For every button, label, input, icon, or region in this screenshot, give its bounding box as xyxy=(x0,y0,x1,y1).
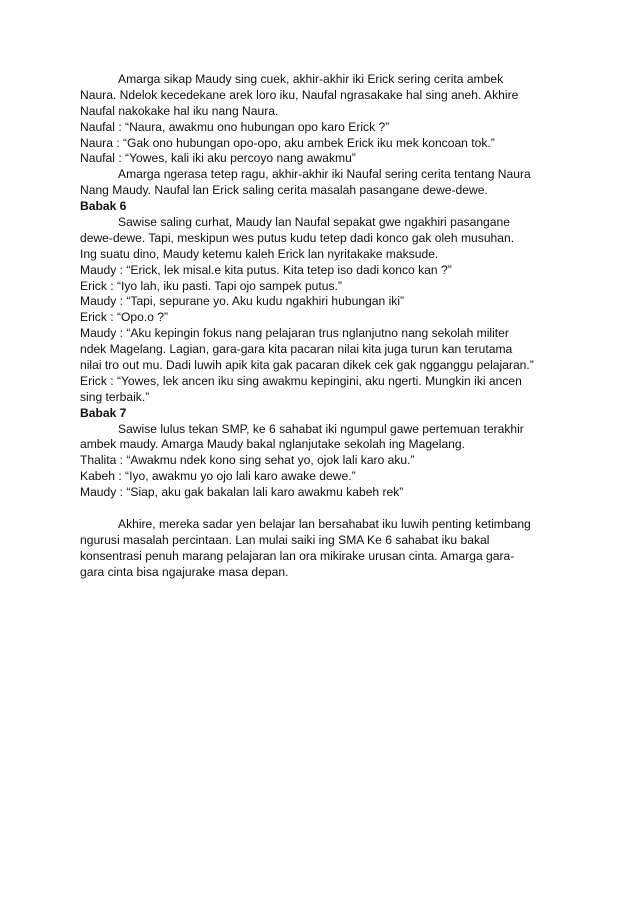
dialogue-line: ndek Magelang. Lagian, gara-gara kita pacaran nilai kita juga turun kan terutama xyxy=(80,342,513,357)
dialogue-line: sing terbaik.” xyxy=(80,389,150,404)
paragraph-spacer xyxy=(80,501,562,517)
dialogue-line: nilai tro out mu. Dadi luwih apik kita gak pacaran dikek cek gak ngganggu pelajaran.” xyxy=(80,358,534,373)
paragraph-line: Amarga sikap Maudy sing cuek, akhir-akhir iki Erick sering cerita ambek xyxy=(118,72,504,86)
section-heading: Babak 6 xyxy=(80,199,127,214)
paragraph-line: gara cinta bisa ngajurake masa depan. xyxy=(80,564,289,579)
dialogue-line: Thalita : “Awakmu ndek kono sing sehat yo, ojok lali karo aku.” xyxy=(80,453,415,468)
section-heading: Babak 7 xyxy=(80,405,127,420)
dialogue-line: Maudy : “Tapi, sepurane yo. Aku kudu ngakhiri hubungan iki” xyxy=(80,294,405,309)
paragraph-line: dewe-dewe. Tapi, meskipun wes putus kudu tetep dadi konco gak oleh musuhan. xyxy=(80,230,515,245)
dialogue-line: Erick : “Yowes, lek ancen iku sing awakmu kepingini, aku ngerti. Mungkin iki ancen xyxy=(80,373,522,388)
dialogue-line: Erick : “Opo.o ?” xyxy=(80,310,169,325)
dialogue-line: Naufal : “Naura, awakmu ono hubungan opo karo Erick ?” xyxy=(80,119,390,134)
paragraph-line: Amarga ngerasa tetep ragu, akhir-akhir iki Naufal sering cerita tentang Naura xyxy=(118,167,531,182)
dialogue-line: Kabeh : “Iyo, awakmu yo ojo lali karo awake dewe.” xyxy=(80,469,356,484)
dialogue-line: Maudy : “Erick, lek misal.e kita putus. Kita tetep iso dadi konco kan ?” xyxy=(80,262,452,277)
document-page xyxy=(80,72,562,581)
paragraph-line: ambek maudy. Amarga Maudy bakal nglanjutake sekolah ing Magelang. xyxy=(80,437,465,452)
paragraph-line: Sawise lulus tekan SMP, ke 6 sahabat iki ngumpul gawe pertemuan terakhir xyxy=(118,421,524,436)
dialogue-line: Erick : “Iyo lah, iku pasti. Tapi ojo sampek putus.” xyxy=(80,278,342,293)
paragraph-line: Akhire, mereka sadar yen belajar lan bersahabat iku luwih penting ketimbang xyxy=(118,516,531,531)
dialogue-line: Maudy : “Siap, aku gak bakalan lali karo awakmu kabeh rek” xyxy=(80,485,404,500)
paragraph-line: Naufal nakokake hal iku nang Naura. xyxy=(80,103,279,118)
paragraph-line: Sawise saling curhat, Maudy lan Naufal sepakat gwe ngakhiri pasangane xyxy=(118,215,510,230)
paragraph-line: Nang Maudy. Naufal lan Erick saling cerita masalah pasangane dewe-dewe. xyxy=(80,183,488,198)
dialogue-line: Maudy : “Aku kepingin fokus nang pelajaran trus nglanjutno nang sekolah militer xyxy=(80,326,509,341)
paragraph-line: Ing suatu dino, Maudy ketemu kaleh Erick lan nyritakake maksude. xyxy=(80,246,439,261)
dialogue-line: Naura : “Gak ono hubungan opo-opo, aku ambek Erick iku mek koncoan tok.” xyxy=(80,135,495,150)
dialogue-line: Naufal : “Yowes, kali iki aku percoyo nang awakmu” xyxy=(80,151,356,166)
paragraph-line: konsentrasi penuh marang pelajaran lan ora mikirake urusan cinta. Amarga gara- xyxy=(80,548,515,563)
paragraph-line: Naura. Ndelok kecedekane arek loro iku, Naufal ngrasakake hal sing aneh. Akhire xyxy=(80,87,519,102)
paragraph-line: ngurusi masalah percintaan. Lan mulai saiki ing SMA Ke 6 sahabat iku bakal xyxy=(80,532,490,547)
